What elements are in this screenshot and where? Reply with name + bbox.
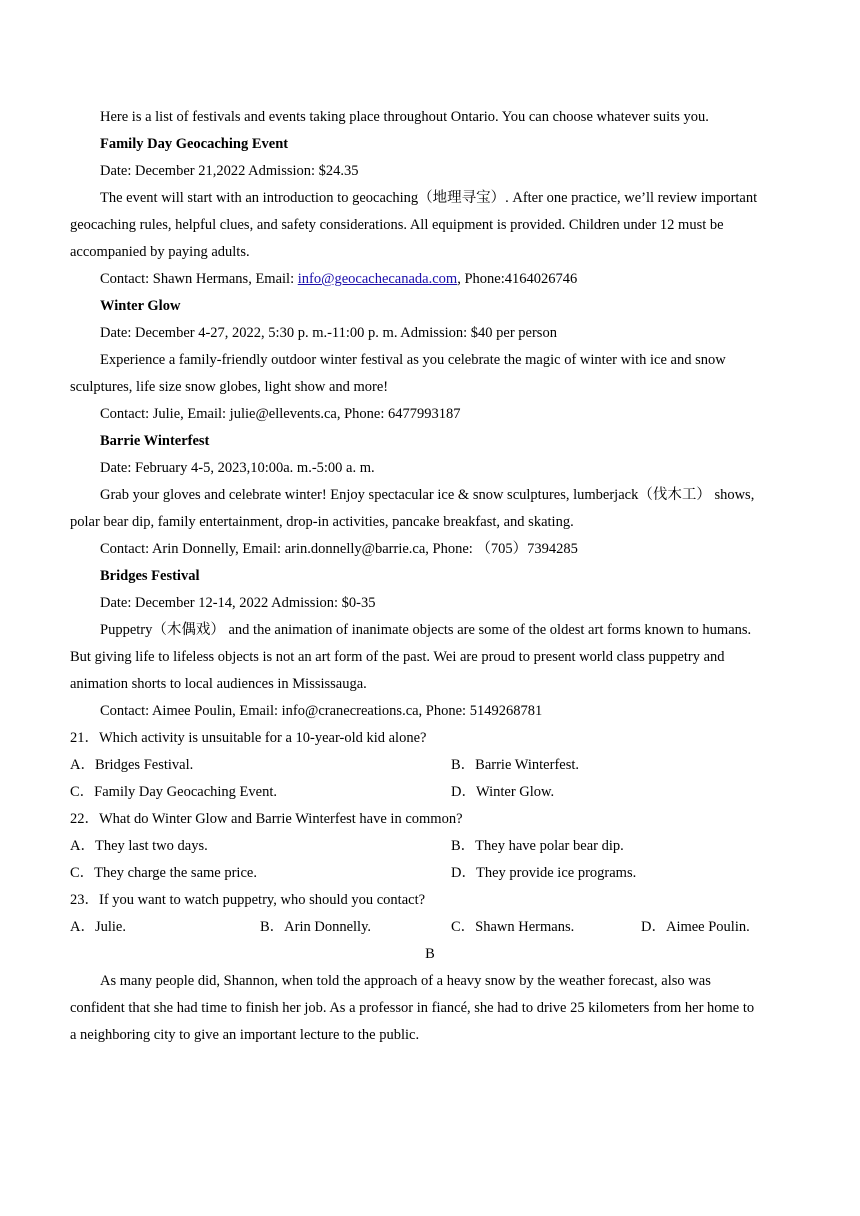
section-label: B: [425, 946, 435, 962]
event-description: Experience a family-friendly outdoor winter festival as you celebrate the magic of winter with ice and snow: [100, 352, 726, 368]
option-a[interactable]: A．Julie.: [70, 919, 126, 935]
option-d[interactable]: D．Winter Glow.: [451, 784, 555, 800]
event-title: Bridges Festival: [100, 568, 200, 584]
option-c[interactable]: C．Shawn Hermans.: [451, 919, 575, 935]
question-stem: 21．Which activity is unsuitable for a 10-year-old kid alone?: [70, 730, 427, 746]
event-contact: Contact: Julie, Email: julie@ellevents.ca, Phone: 6477993187: [100, 406, 461, 422]
event-description: sculptures, life size snow globes, light show and more!: [70, 379, 389, 395]
event-title: Family Day Geocaching Event: [100, 136, 289, 152]
option-b[interactable]: B．Arin Donnelly.: [260, 919, 372, 935]
email-link[interactable]: info@geocachecanada.com: [297, 271, 458, 287]
event-title: Barrie Winterfest: [100, 433, 210, 449]
event-contact: [100, 270, 577, 288]
event-description: animation shorts to local audiences in Mississauga.: [70, 676, 367, 692]
option-d[interactable]: D．Aimee Poulin.: [641, 919, 750, 935]
option-d[interactable]: D．They provide ice programs.: [451, 865, 637, 881]
event-description: geocaching rules, helpful clues, and safety considerations. All equipment is provided. Children under 12 must be: [70, 217, 724, 233]
contact-suffix: , Phone:4164026746: [457, 271, 578, 287]
event-contact: Contact: Arin Donnelly, Email: arin.donnelly@barrie.ca, Phone: （705）7394285: [100, 541, 578, 557]
option-c[interactable]: C．Family Day Geocaching Event.: [70, 784, 277, 800]
event-title: Winter Glow: [100, 298, 181, 314]
contact-prefix: Contact: Shawn Hermans, Email:: [100, 271, 298, 287]
option-a[interactable]: A．They last two days.: [70, 838, 208, 854]
event-description: Grab your gloves and celebrate winter! Enjoy spectacular ice & snow sculptures, lumberjack（伐木工） shows,: [100, 487, 755, 503]
question-stem: 23．If you want to watch puppetry, who should you contact?: [70, 892, 426, 908]
event-description: polar bear dip, family entertainment, drop-in activities, pancake breakfast, and skating.: [70, 514, 574, 530]
passage-text: confident that she had time to finish her job. As a professor in fiancé, she had to drive 25 kilometers from her home to: [70, 1000, 755, 1016]
event-description: The event will start with an introduction to geocaching（地理寻宝）. After one practice, we’ll review important: [100, 190, 758, 206]
event-date: Date: December 21,2022 Admission: $24.35: [100, 163, 359, 179]
event-date: Date: December 4-27, 2022, 5:30 p. m.-11:00 p. m. Admission: $40 per person: [100, 325, 557, 341]
event-date: Date: December 12-14, 2022 Admission: $0-35: [100, 595, 376, 611]
option-a[interactable]: A．Bridges Festival.: [70, 757, 194, 773]
option-b[interactable]: B．They have polar bear dip.: [451, 838, 624, 854]
event-description: But giving life to lifeless objects is not an art form of the past. Wei are proud to present world class puppetry and: [70, 649, 725, 665]
event-description: Puppetry（木偶戏） and the animation of inanimate objects are some of the oldest art forms known to humans.: [100, 622, 752, 638]
passage-text: a neighboring city to give an important lecture to the public.: [70, 1027, 420, 1043]
option-c[interactable]: C．They charge the same price.: [70, 865, 257, 881]
event-date: Date: February 4-5, 2023,10:00a. m.-5:00 a. m.: [100, 460, 375, 476]
event-contact: Contact: Aimee Poulin, Email: info@cranecreations.ca, Phone: 5149268781: [100, 703, 543, 719]
option-b[interactable]: B．Barrie Winterfest.: [451, 757, 580, 773]
event-description: accompanied by paying adults.: [70, 244, 250, 260]
intro-text: Here is a list of festivals and events taking place throughout Ontario. You can choose whatever suits you.: [100, 109, 709, 125]
passage-text: As many people did, Shannon, when told the approach of a heavy snow by the weather forecast, also was: [100, 973, 711, 989]
question-stem: 22．What do Winter Glow and Barrie Winterfest have in common?: [70, 811, 463, 827]
